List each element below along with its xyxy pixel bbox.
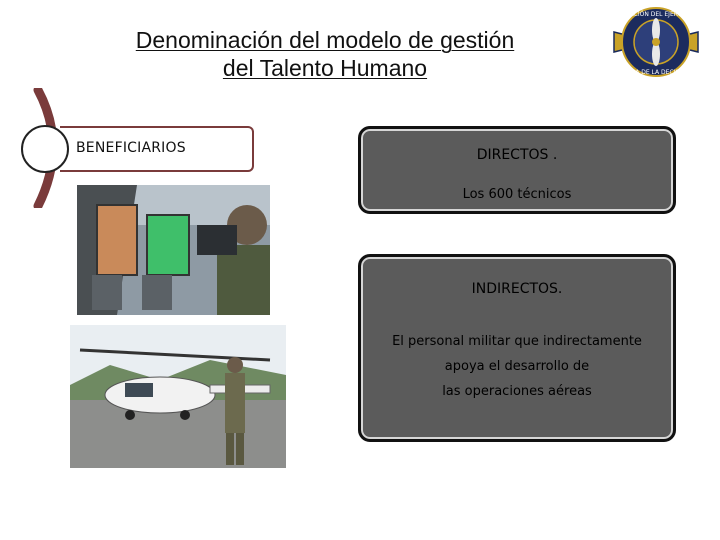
title-line-1: Denominación del modelo de gestión <box>135 27 515 53</box>
slide-title <box>80 26 570 82</box>
svg-text:AVIACIÓN DEL EJÉRCITO: AVIACIÓN DEL EJÉRCITO <box>620 11 692 18</box>
beneficiaries-label: BENEFICIARIOS <box>76 140 186 156</box>
indirect-beneficiaries-box <box>358 254 676 442</box>
army-aviation-emblem-icon <box>608 2 704 82</box>
direct-text: Los 600 técnicos <box>462 187 572 202</box>
direct-heading: DIRECTOS . <box>476 147 558 163</box>
title-line-2: del Talento Humano <box>222 55 428 81</box>
helicopter-soldier-photo <box>70 325 286 468</box>
cockpit-technician-photo <box>77 185 270 315</box>
svg-text:ARMA DE LA DECISIÓN: ARMA DE LA DECISIÓN <box>621 69 691 76</box>
direct-beneficiaries-box <box>358 126 676 214</box>
indirect-line: El personal militar que indirectamente <box>392 334 642 349</box>
indirect-heading: INDIRECTOS. <box>471 281 563 297</box>
indirect-line: las operaciones aéreas <box>442 384 592 399</box>
bullet-circle <box>21 125 69 173</box>
indirect-line: apoya el desarrollo de <box>444 359 590 374</box>
indirect-text <box>361 329 673 404</box>
